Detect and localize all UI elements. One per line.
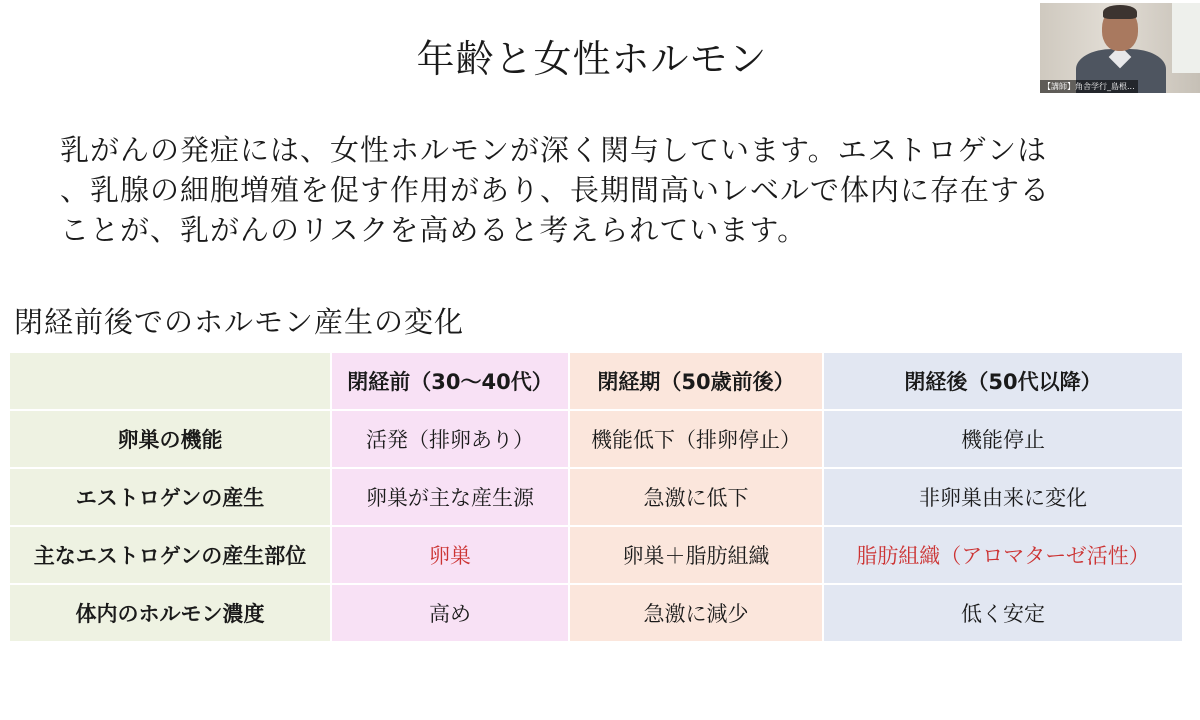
table-cell: 卵巣が主な産生源: [331, 468, 569, 526]
row-label: 体内のホルモン濃度: [9, 584, 331, 642]
header-postmenopause: 閉経後（50代以降）: [823, 352, 1183, 410]
table-cell-highlight: 卵巣: [331, 526, 569, 584]
body-line: 、乳腺の細胞増殖を促す作用があり、長期間高いレベルで体内に存在する: [60, 173, 1051, 207]
table-cell: 低く安定: [823, 584, 1183, 642]
participant-name-label: 【講師】角舎学行_島根...: [1040, 80, 1138, 93]
body-line: 乳がんの発症には、女性ホルモンが深く関与しています。エストロゲンは: [60, 133, 1048, 167]
header-perimenopause: 閉経期（50歳前後）: [569, 352, 823, 410]
table-row: [9, 468, 1183, 526]
table-cell: 急激に低下: [569, 468, 823, 526]
video-window: [1172, 3, 1200, 73]
table-cell: 非卵巣由来に変化: [823, 468, 1183, 526]
table-row: [9, 410, 1183, 468]
table-cell-highlight: 脂肪組織（アロマターゼ活性）: [823, 526, 1183, 584]
table-cell: 機能低下（排卵停止）: [569, 410, 823, 468]
section-heading: 閉経前後でのホルモン産生の変化: [14, 305, 465, 339]
header-cell-empty: [9, 352, 331, 410]
row-label: 主なエストロゲンの産生部位: [9, 526, 331, 584]
table-header-row: [9, 352, 1183, 410]
table-row: [9, 526, 1183, 584]
hormone-change-table: [8, 351, 1184, 643]
body-line: ことが、乳がんのリスクを高めると考えられています。: [60, 213, 808, 247]
table-cell: 高め: [331, 584, 569, 642]
table-cell: 急激に減少: [569, 584, 823, 642]
header-premenopause: 閉経前（30〜40代）: [331, 352, 569, 410]
participant-video-tile[interactable]: [1040, 3, 1200, 93]
row-label: 卵巣の機能: [9, 410, 331, 468]
table-row: [9, 584, 1183, 642]
table-cell: 活発（排卵あり）: [331, 410, 569, 468]
presenter-hair: [1103, 5, 1137, 19]
table-cell: 卵巣＋脂肪組織: [569, 526, 823, 584]
body-paragraph: [60, 130, 1130, 250]
slide-title: 年齢と女性ホルモン: [416, 37, 768, 81]
table-cell: 機能停止: [823, 410, 1183, 468]
row-label: エストロゲンの産生: [9, 468, 331, 526]
